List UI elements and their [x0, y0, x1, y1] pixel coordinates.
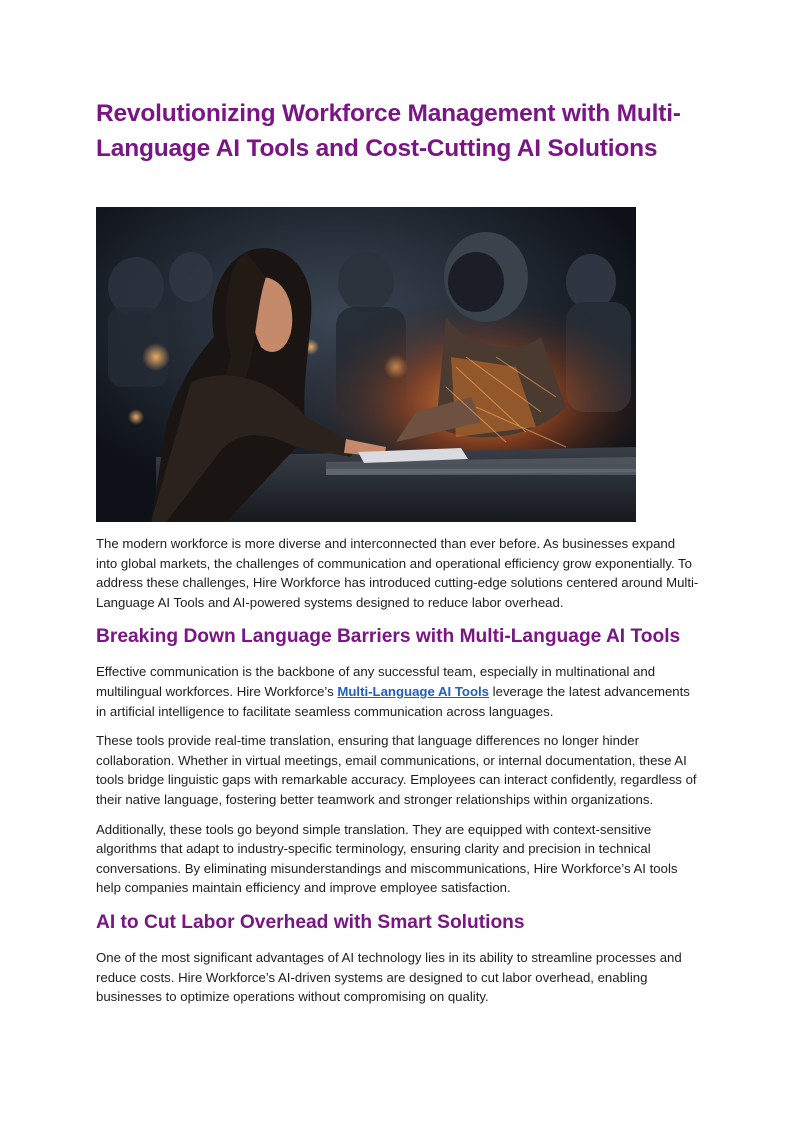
hero-image [96, 207, 636, 522]
section1-p1-text: Effective communication is the backbone of any successful team, especially in multinational and multilingual workforces. Hire Workforce’s [96, 664, 656, 699]
section2-paragraph-1: One of the most significant advantages of AI technology lies in its ability to streamline processes and reduce costs. Hire Workforce’s AI-driven systems are designed to cut labor overhead, enabling businesses to optimize operations without compromising on quality. [96, 949, 682, 1005]
section-heading-labor-overhead: AI to Cut Labor Overhead with Smart Solutions [96, 911, 525, 933]
page-title: Revolutionizing Workforce Management with Multi-Language AI Tools and Cost-Cutting AI Solutions [96, 100, 681, 162]
section1-paragraph-3: Additionally, these tools go beyond simple translation. They are equipped with context-sensitive algorithms that adapt to industry-specific terminology, ensuring clarity and precision in technical conversations. By eliminating misunderstandings and miscommunications, Hire Workforce’s AI tools help companies maintain efficiency and improve employee satisfaction. [96, 821, 678, 896]
section1-p1-text-after: leverage the latest advancements in artificial intelligence to facilitate seamless communication across languages. [96, 683, 690, 719]
article-body [96, 534, 700, 1017]
section-heading-language-barriers: Breaking Down Language Barriers with Multi-Language AI Tools [96, 626, 681, 648]
intro-paragraph: The modern workforce is more diverse and interconnected than ever before. As businesses expand into global markets, the challenges of communication and operational efficiency grow exponentially. To address these challenges, Hire Workforce has introduced cutting-edge solutions centered around Multi-Language AI Tools and AI-powered systems designed to reduce labor overhead. [96, 536, 699, 610]
section1-paragraph-2: These tools provide real-time translation, ensuring that language differences no longer hinder collaboration. Whether in virtual meetings, email communications, or internal documentation, these AI tools bridge linguistic gaps with remarkable accuracy. Employees can interact confidently, regardless of their native language, fostering better teamwork and stronger relationships within organizations. [96, 733, 697, 807]
document-header [96, 96, 700, 166]
woman-and-robot-typing-illustration-icon [96, 207, 636, 522]
section1-paragraph-1 [96, 662, 700, 721]
multi-language-ai-tools-link[interactable]: Multi-Language AI Tools [337, 683, 490, 699]
